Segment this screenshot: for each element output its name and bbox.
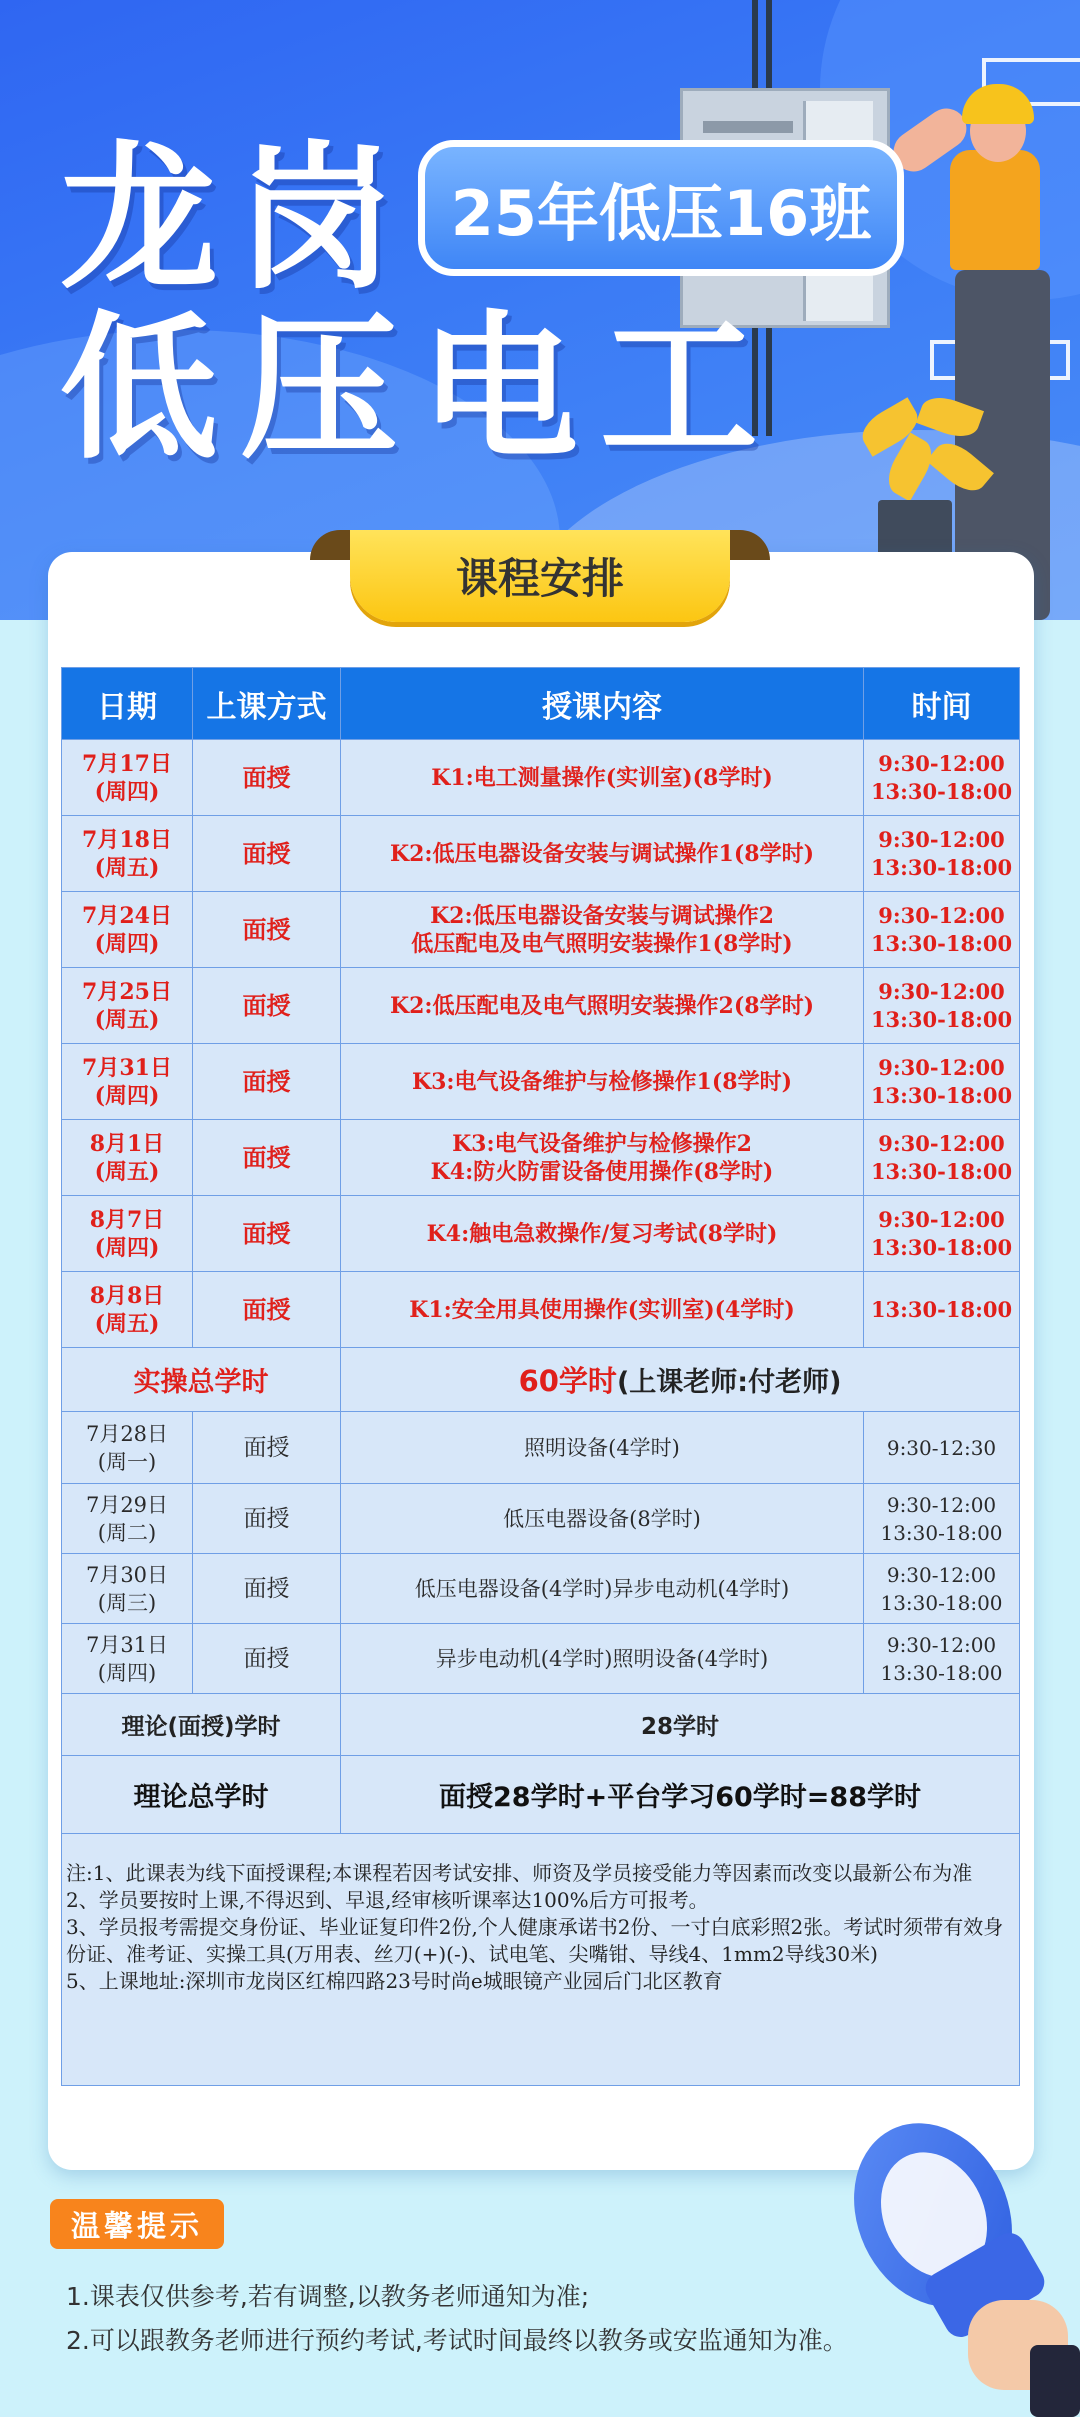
header-mode: 上课方式 [193,668,341,740]
table-row [62,892,1020,968]
content-cell: K1:安全用具使用操作(实训室)(4学时) [341,1272,864,1348]
table-row [62,1412,1020,1484]
header-date: 日期 [62,668,193,740]
worker-illustration [950,150,1040,270]
hero-title-line1: 龙岗 [60,127,412,311]
mode-cell: 面授 [193,1272,341,1348]
content-cell: 低压电器设备(4学时)异步电动机(4学时) [341,1554,864,1624]
table-row [62,968,1020,1044]
time-cell: 9:30-12:00 13:30-18:00 [864,1044,1020,1120]
time-cell: 9:30-12:00 13:30-18:00 [864,816,1020,892]
table-row [62,1624,1020,1694]
practical-summary-row [62,1348,1020,1412]
mode-cell: 面授 [193,816,341,892]
notes-cell [62,1834,1020,2086]
date-cell: 7月17日 (周四) [62,740,193,816]
note-line: 注:1、此课表为线下面授课程;本课程若因考试安排、师资及学员接受能力等因素而改变以最新公布为准 [66,1861,973,1885]
hero-title-line2: 低压电工 [60,297,780,481]
date-cell: 7月30日 (周三) [62,1554,193,1624]
tip-line: 2.可以跟教务老师进行预约考试,考试时间最终以教务或安监通知为准。 [66,2326,848,2355]
time-cell: 9:30-12:00 13:30-18:00 [864,968,1020,1044]
content-cell: K4:触电急救操作/复习考试(8学时) [341,1196,864,1272]
time-cell: 9:30-12:00 13:30-18:00 [864,1196,1020,1272]
mode-cell: 面授 [193,1412,341,1484]
note-line: 5、上课地址:深圳市龙岗区红棉四路23号时尚e城眼镜产业园后门北区教育 [66,1969,723,1993]
table-row [62,1484,1020,1554]
theory-face-label: 理论(面授)学时 [62,1694,341,1756]
header-time: 时间 [864,668,1020,740]
date-cell: 7月31日 (周四) [62,1044,193,1120]
decor-wire [766,0,772,92]
header-content: 授课内容 [341,668,864,740]
date-cell: 7月29日 (周二) [62,1484,193,1554]
mode-cell: 面授 [193,968,341,1044]
content-cell: K3:电气设备维护与检修操作1(8学时) [341,1044,864,1120]
content-cell: K1:电工测量操作(实训室)(8学时) [341,740,864,816]
content-cell: K2:低压配电及电气照明安装操作2(8学时) [341,968,864,1044]
date-cell: 7月18日 (周五) [62,816,193,892]
time-cell: 9:30-12:00 13:30-18:00 [864,1554,1020,1624]
date-cell: 8月7日 (周四) [62,1196,193,1272]
mode-cell: 面授 [193,892,341,968]
table-row [62,740,1020,816]
table-row [62,1044,1020,1120]
content-cell: 异步电动机(4学时)照明设备(4学时) [341,1624,864,1694]
content-cell: K2:低压电器设备安装与调试操作1(8学时) [341,816,864,892]
schedule-table [61,667,1020,2086]
date-cell: 7月24日 (周四) [62,892,193,968]
tips-badge: 温馨提示 [50,2199,224,2249]
time-cell: 9:30-12:30 [864,1412,1020,1484]
section-title: 课程安排 [350,530,730,622]
sleeve-illustration [1030,2345,1080,2417]
content-cell: K3:电气设备维护与检修操作2 K4:防火防雷设备使用操作(8学时) [341,1120,864,1196]
table-row [62,1196,1020,1272]
practical-total-value: 60学时(上课老师:付老师) [341,1348,1020,1412]
note-line: 2、学员要按时上课,不得迟到、早退,经审核听课率达100%后方可报考。 [66,1888,709,1912]
date-cell: 8月8日 (周五) [62,1272,193,1348]
date-cell: 7月28日 (周一) [62,1412,193,1484]
content-cell: 低压电器设备(8学时) [341,1484,864,1554]
date-cell: 8月1日 (周五) [62,1120,193,1196]
class-badge: 25年低压16班 [418,140,904,276]
table-row [62,1272,1020,1348]
theory-face-value: 28学时 [341,1694,1020,1756]
table-row [62,1120,1020,1196]
mode-cell: 面授 [193,1554,341,1624]
content-cell: 照明设备(4学时) [341,1412,864,1484]
theory-face-row [62,1694,1020,1756]
time-cell: 13:30-18:00 [864,1272,1020,1348]
theory-total-row [62,1756,1020,1834]
table-row [62,1554,1020,1624]
time-cell: 9:30-12:00 13:30-18:00 [864,892,1020,968]
decor-wire [752,0,758,92]
time-cell: 9:30-12:00 13:30-18:00 [864,1120,1020,1196]
date-cell: 7月25日 (周五) [62,968,193,1044]
table-row [62,816,1020,892]
tip-line: 1.课表仅供参考,若有调整,以教务老师通知为准; [66,2282,590,2311]
mode-cell: 面授 [193,1484,341,1554]
notes-row [62,1834,1020,2086]
mode-cell: 面授 [193,1120,341,1196]
mode-cell: 面授 [193,1044,341,1120]
date-cell: 7月31日 (周四) [62,1624,193,1694]
table-header-row [62,668,1020,740]
practical-total-label: 实操总学时 [62,1348,341,1412]
time-cell: 9:30-12:00 13:30-18:00 [864,1484,1020,1554]
note-line: 3、学员报考需提交身份证、毕业证复印件2份,个人健康承诺书2份、一寸白底彩照2张。考试时须带有效身份证、准考证、实操工具(万用表、丝刀(+)(-)、试电笔、尖嘴钳、导线4、1mm2导线30米) [66,1915,1004,1966]
content-cell: K2:低压电器设备安装与调试操作2 低压配电及电气照明安装操作1(8学时) [341,892,864,968]
theory-total-label: 理论总学时 [62,1756,341,1834]
mode-cell: 面授 [193,1196,341,1272]
mode-cell: 面授 [193,740,341,816]
hero-banner [0,0,1080,620]
mode-cell: 面授 [193,1624,341,1694]
theory-total-value: 面授28学时+平台学习60学时=88学时 [341,1756,1020,1834]
time-cell: 9:30-12:00 13:30-18:00 [864,1624,1020,1694]
time-cell: 9:30-12:00 13:30-18:00 [864,740,1020,816]
